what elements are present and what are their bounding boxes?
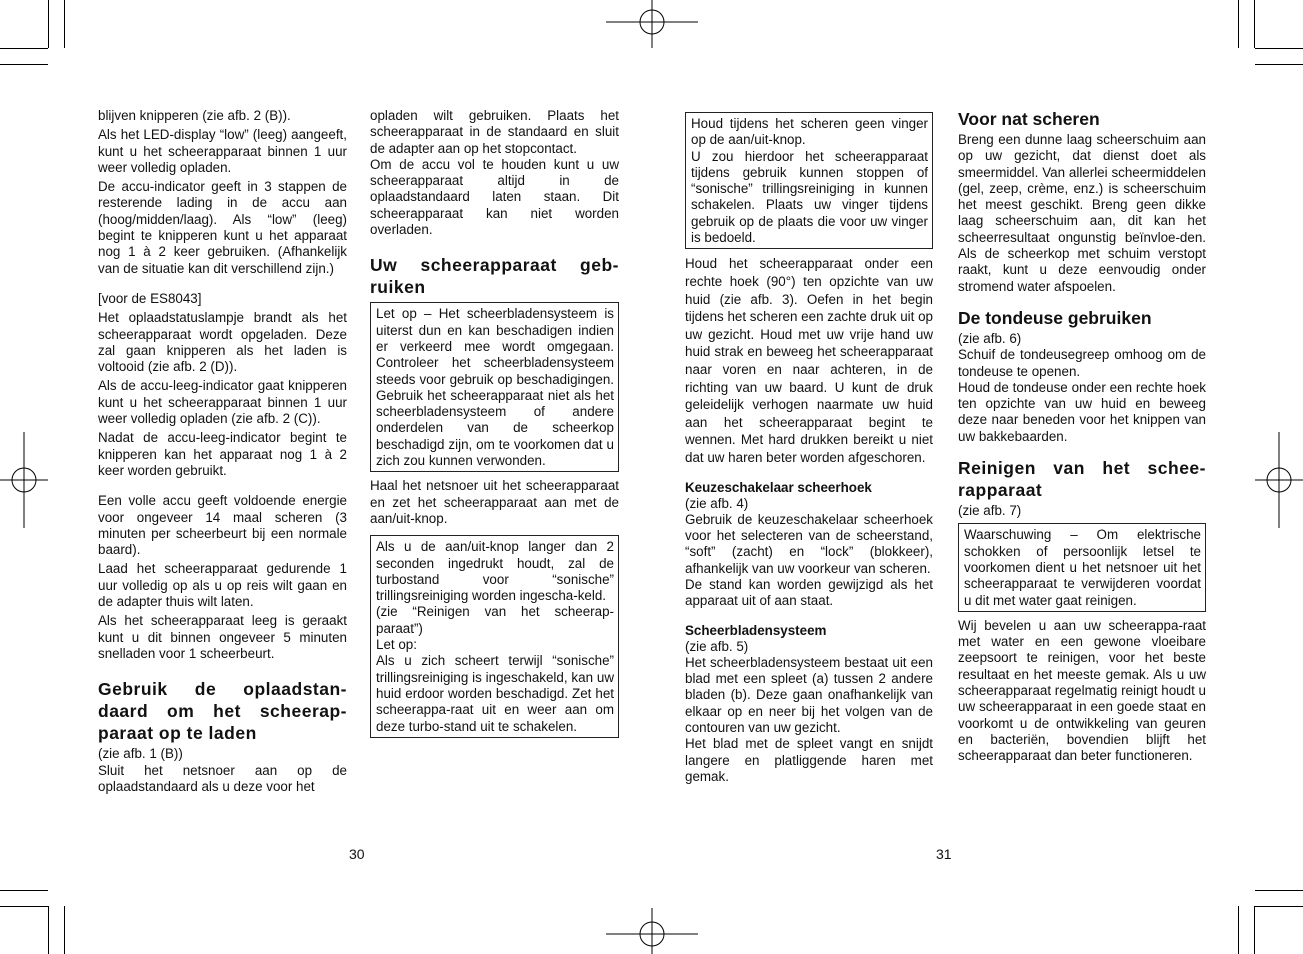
registration-mark-top xyxy=(606,0,698,48)
paragraph: Het oplaadstatuslampje brandt als het scheerapparaat wordt opgeladen. Deze zal gaan knipperen als het laden is voltooid (zie afb. 2 (D)). xyxy=(98,310,347,375)
crop-mark xyxy=(1238,906,1239,954)
crop-mark xyxy=(64,906,65,954)
crop-mark xyxy=(0,890,48,891)
section-heading: De tondeuse gebruiken xyxy=(958,307,1152,328)
crop-mark xyxy=(1255,48,1303,49)
crop-mark xyxy=(1238,0,1239,48)
crop-mark xyxy=(1255,64,1303,65)
figure-reference: (zie afb. 5) xyxy=(685,638,749,654)
section-heading: Reinigen van het schee-rapparaat xyxy=(958,458,1206,501)
paragraph: Houd de tondeuse onder een rechte hoek ten opzichte van uw huid en beweeg deze naar beneden voor het knippen van uw bakkebaarden. xyxy=(958,379,1206,444)
paragraph: De stand kan worden gewijzigd als het apparaat uit of aan staat. xyxy=(685,576,933,609)
crop-mark xyxy=(0,48,48,49)
turbo-mode-box xyxy=(370,535,619,738)
crop-mark xyxy=(1254,0,1255,48)
box-text: Als u zich scheert terwijl “sonische” trillingsreiniging is ingeschakeld, kan uw huid erdoor worden beschadigd. Zet het scheerappa-raat uit en weer aan om deze turbo-stand uit te schakelen. xyxy=(376,653,614,734)
paragraph: Als de accu-leeg-indicator gaat knipperen kunt u het scheerapparaat binnen 1 uur weer volledig opladen (zie afb. 2 (C)). xyxy=(98,378,347,427)
paragraph: De accu-indicator geeft in 3 stappen de resterende lading in de accu aan (hoog/midden/laag). Als “low” (leeg) begint te knipperen kunt u het apparaat nog 1 à 2 keer gebruiken. (Afhankelijk van de situatie kan dit verschillend zijn.) xyxy=(98,179,347,276)
page-number-right: 31 xyxy=(936,846,952,862)
crop-mark xyxy=(48,0,49,48)
paragraph: Houd het scheerapparaat onder een rechte hoek (90°) ten opzichte van uw huid (zie afb. 3). Oefen in het begin tijdens het scheren een zachte druk uit op uw gezicht. Houd met uw vrije hand uw huid strak en beweeg het scheerapparaat naar voren en naar achteren, in de richting van uw baard. U kunt de druk geleidelijk verhogen naarmate uw huid aan het scheerapparaat begint te wennen. Met hard drukken bereikt u niet dat uw haren beter worden afgeschoren. xyxy=(685,256,933,465)
figure-reference: (zie afb. 4) xyxy=(685,495,749,511)
subsection-heading: Keuzeschakelaar scheerhoek xyxy=(685,479,872,495)
subsection-heading: Scheerbladensysteem xyxy=(685,622,827,638)
paragraph: Een volle accu geeft voldoende energie voor ongeveer 14 maal scheren (3 minuten per scheerbeurt bij een normale baard). xyxy=(98,493,347,558)
registration-mark-bottom xyxy=(606,908,698,954)
section-heading: Uw scheerapparaat geb-ruiken xyxy=(370,255,619,298)
crop-mark xyxy=(0,906,48,907)
paragraph: Het blad met de spleet vangt en snijdt langere en platliggende haren met gemak. xyxy=(685,736,933,784)
box-text: Houd tijdens het scheren geen vinger op de aan/uit-knop. xyxy=(691,116,928,148)
paragraph: opladen wilt gebruiken. Plaats het scheerapparaat in de standaard en sluit de adapter aan op het stopcontact. xyxy=(370,108,619,156)
paragraph: Om de accu vol te houden kunt u uw scheerapparaat altijd in de oplaadstandaard laten staan. Dit scheerapparaat kan niet worden overladen. xyxy=(370,156,619,238)
crop-mark xyxy=(48,906,49,954)
paragraph: Laad het scheerapparaat gedurende 1 uur volledig op als u op reis wilt gaan en de adapter thuis wilt laten. xyxy=(98,561,347,610)
paragraph: Wij bevelen u aan uw scheerappa-raat met water en een gewone vloeibare zeepsoort te reinigen, voor het beste resultaat en het meeste gemak. Als u uw scheerapparaat regelmatig reinigt houdt u uw scheerapparaat in een goede staat en voorkomt u de ontwikkeling van geuren en bacteriën, bovendien blijft het scheerapparaat dan beter functioneren. xyxy=(958,617,1206,764)
paragraph: Als het scheerapparaat leeg is geraakt kunt u dit binnen ongeveer 5 minuten snelladen voor 1 scheerbeurt. xyxy=(98,613,347,661)
paragraph: blijven knipperen (zie afb. 2 (B)). xyxy=(98,108,291,123)
column-4 xyxy=(958,108,1206,768)
column-1 xyxy=(98,108,347,798)
crop-mark xyxy=(1255,890,1303,891)
registration-mark-left xyxy=(0,432,48,528)
paragraph: Het scheerbladensysteem bestaat uit een blad met een spleet (a) tussen 2 andere bladen (b). Deze gaan onafhankelijk van elkaar op en neer bij het volgen van de contouren van uw gezicht. xyxy=(685,654,933,736)
registration-mark-right xyxy=(1255,432,1303,528)
paragraph: Gebruik de keuzeschakelaar scheerhoek voor het selecteren van de scheerstand, “soft” (zacht) en “lock” (blokkeer), afhankelijk van uw voorkeur van scheren. xyxy=(685,511,933,576)
column-2 xyxy=(370,108,619,744)
paragraph: Schuif de tondeusegreep omhoog om de tondeuse te openen. xyxy=(958,347,1206,379)
crop-mark xyxy=(0,64,48,65)
paragraph: Sluit het netsnoer aan op de oplaadstandaard als u deze voor het xyxy=(98,762,347,794)
warning-box xyxy=(958,523,1206,611)
crop-mark xyxy=(1255,906,1303,907)
figure-reference: (zie afb. 6) xyxy=(958,330,1022,346)
section-heading: Gebruik de oplaadstan-daard om het scheerap-paraat op te laden xyxy=(98,679,347,744)
warning-text: Waarschuwing – Om elektrische schokken of persoonlijk letsel te voorkomen dient u het netsnoer uit het scheerapparaat te verwijderen voordat u dit met water gaat reinigen. xyxy=(964,527,1201,608)
paragraph: Breng een dunne laag scheerschuim aan op uw gezicht, dat dienst doet als smeermiddel. Van allerlei scheermiddelen (gel, zeep, crème, enz.) is scheerschuim het meest geschikt. Breng geen dikke laag scheerschuim aan, dit kan het scheerresultaat ongunstig beïnvloe-den. Als de scheerkop met schuim verstopt raakt, kunt u deze eenvoudig onder stromend water afspoelen. xyxy=(958,132,1206,294)
column-3 xyxy=(685,108,933,788)
figure-reference: (zie afb. 1 (B)) xyxy=(98,746,183,762)
warning-box xyxy=(685,112,933,249)
box-text: (zie “Reinigen van het scheerap-paraat”) xyxy=(376,604,614,636)
caution-box xyxy=(370,302,619,472)
paragraph: Als het LED-display “low” (leeg) aangeeft, kunt u het scheerapparaat binnen 1 uur weer volledig opladen. xyxy=(98,127,347,175)
box-text: U zou hierdoor het scheerapparaat tijdens gebruik kunnen stoppen of “sonische” trillingsreiniging in kunnen schakelen. Plaats uw vinger tijdens gebruik op de plaats die voor uw vinger is bedoeld. xyxy=(691,148,928,246)
crop-mark xyxy=(64,0,65,48)
page-number-left: 30 xyxy=(349,846,365,862)
section-heading: Voor nat scheren xyxy=(958,109,1100,129)
model-note: [voor de ES8043] xyxy=(98,290,202,306)
box-text: Let op: xyxy=(376,637,417,653)
figure-reference: (zie afb. 7) xyxy=(958,503,1022,519)
paragraph: Nadat de accu-leeg-indicator begint te knipperen kan het apparaat nog 1 à 2 keer worden gebruikt. xyxy=(98,430,347,478)
crop-mark xyxy=(1254,906,1255,954)
caution-text: Let op – Het scheerbladensysteem is uiterst dun en kan beschadigen indien er verkeerd mee wordt omgegaan. Controleer het scheerbladensysteem steeds voor gebruik op beschadigingen. Gebruik het scheerapparaat niet als het scheerbladensysteem of andere onderdelen van de scheerkop beschadigd zijn, om te voorkomen dat u zich zou kunnen verwonden. xyxy=(376,306,614,469)
box-text: Als u de aan/uit-knop langer dan 2 seconden ingedrukt houdt, zal de turbostand voor “sonische” trillingsreiniging worden ingescha-keld. xyxy=(376,539,614,604)
paragraph: Haal het netsnoer uit het scheerapparaat en zet het scheerapparaat aan met de aan/uit-knop. xyxy=(370,478,619,526)
